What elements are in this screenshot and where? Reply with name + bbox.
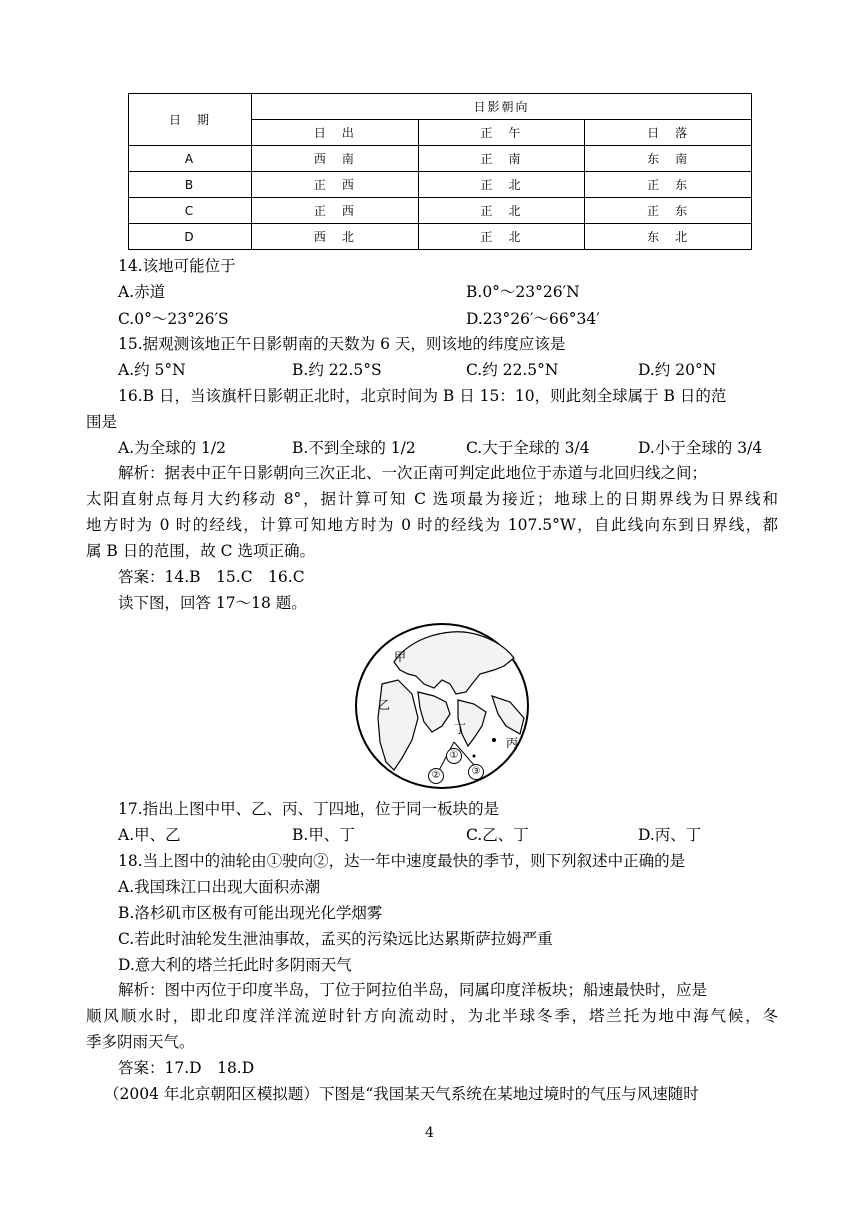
question-17-option-d: D.丙、丁 — [638, 826, 702, 844]
question-14-option-d: D.23°26′～66°34′ — [466, 310, 600, 328]
table-cell-date: A — [129, 146, 252, 172]
question-14-stem: 14.该地可能位于 — [118, 257, 236, 275]
table-subheader-noon: 正 午 — [418, 120, 585, 146]
question-14-option-b: B.0°～23°26′N — [466, 283, 580, 301]
question-15-stem: 15.据观测该地正午日影朝南的天数为 6 天，则该地的纬度应该是 — [118, 335, 566, 353]
question-18-option-c: C.若此时油轮发生泄油事故，孟买的污染远比达累斯萨拉姆严重 — [118, 930, 553, 948]
question-18-option-b: B.洛杉矶市区极有可能出现光化学烟雾 — [118, 904, 383, 922]
map-label-bing: 丙 — [506, 736, 519, 750]
table-cell-date: B — [129, 172, 252, 198]
table-cell-sunset: 东 南 — [585, 146, 752, 172]
analysis-1-line3: 地方时为 0 时的经线，计算可知地方时为 0 时的经线为 107.5°W，自此线向东到日界线，都 — [86, 516, 778, 534]
route-mark-1: ① — [446, 748, 462, 764]
question-17-option-a: A.甲、乙 — [118, 826, 181, 844]
globe-map-figure — [354, 622, 532, 790]
analysis-2-line3: 季多阴雨天气。 — [86, 1033, 195, 1051]
map-label-ding: 丁 — [454, 722, 467, 736]
route-mark-2: ② — [428, 768, 444, 784]
table-cell-date: D — [129, 224, 252, 250]
analysis-1-line2: 太阳直射点每月大约移动 8°，据计算可知 C 选项最为接近；地球上的日期界线为日界线和 — [86, 490, 778, 508]
question-17-option-c: C.乙、丁 — [466, 826, 529, 844]
analysis-1-line4: 属 B 日的范围，故 C 选项正确。 — [86, 542, 315, 560]
page-number: 4 — [425, 1125, 434, 1141]
map-label-yi: 乙 — [378, 698, 391, 712]
question-16-stem-line1: 16.B 日，当该旗杆日影朝正北时，北京时间为 B 日 15：10，则此刻全球属于 B 日的范 — [118, 387, 727, 405]
question-18-option-a: A.我国珠江口出现大面积赤潮 — [118, 878, 321, 896]
table-row — [129, 146, 752, 172]
question-14-option-c: C.0°～23°26′S — [118, 310, 229, 328]
question-15-option-c: C.约 22.5°N — [466, 361, 559, 379]
question-14-option-a: A.赤道 — [118, 283, 166, 301]
table-cell-sunset: 正 东 — [585, 198, 752, 224]
answer-14-16: 答案：14.B 15.C 16.C — [118, 568, 305, 586]
analysis-1-line1: 解析：据表中正午日影朝向三次正北、一次正南可判定此地位于赤道与北回归线之间； — [118, 464, 708, 482]
table-row — [129, 198, 752, 224]
analysis-2-line2: 顺风顺水时，即北印度洋洋流逆时针方向流动时，为北半球冬季，塔兰托为地中海气候，冬 — [86, 1007, 778, 1025]
table-cell-sunrise: 西 南 — [252, 146, 419, 172]
table-header-shadow-direction: 日影朝向 — [252, 94, 752, 120]
table-cell-date: C — [129, 198, 252, 224]
shadow-direction-table — [128, 93, 752, 250]
table-row — [129, 172, 752, 198]
question-16-option-b: B.不到全球的 1/2 — [292, 439, 416, 457]
table-header-date: 日 期 — [129, 94, 252, 146]
question-16-option-d: D.小于全球的 3/4 — [638, 439, 763, 457]
table-cell-sunset: 正 东 — [585, 172, 752, 198]
table-subheader-sunrise: 日 出 — [252, 120, 419, 146]
question-15-option-d: D.约 20°N — [638, 361, 717, 379]
question-17-option-b: B.甲、丁 — [292, 826, 355, 844]
table-cell-noon: 正 北 — [418, 198, 585, 224]
answer-17-18: 答案：17.D 18.D — [118, 1059, 255, 1077]
question-16-option-a: A.为全球的 1/2 — [118, 439, 226, 457]
table-cell-sunset: 东 北 — [585, 224, 752, 250]
read-figure-prompt: 读下图，回答 17～18 题。 — [118, 594, 307, 612]
question-17-stem: 17.指出上图中甲、乙、丙、丁四地，位于同一板块的是 — [118, 800, 500, 818]
next-question-intro: （2004 年北京朝阳区模拟题）下图是“我国某天气系统在某地过境时的气压与风速随时 — [104, 1085, 699, 1103]
question-15-option-a: A.约 5°N — [118, 361, 186, 379]
question-16-stem-line2: 围是 — [86, 413, 118, 431]
question-18-option-d: D.意大利的塔兰托此时多阴雨天气 — [118, 956, 352, 974]
question-15-option-b: B.约 22.5°S — [292, 361, 382, 379]
table-cell-noon: 正 北 — [418, 172, 585, 198]
analysis-2-line1: 解析：图中丙位于印度半岛，丁位于阿拉伯半岛，同属印度洋板块；船速最快时，应是 — [118, 981, 708, 999]
question-16-option-c: C.大于全球的 3/4 — [466, 439, 590, 457]
map-label-jia: 甲 — [394, 650, 407, 664]
table-cell-noon: 正 南 — [418, 146, 585, 172]
table-subheader-sunset: 日 落 — [585, 120, 752, 146]
table-row — [129, 224, 752, 250]
route-mark-3: ③ — [468, 764, 484, 780]
table-cell-noon: 正 北 — [418, 224, 585, 250]
question-18-stem: 18.当上图中的油轮由①驶向②，达一年中速度最快的季节，则下列叙述中正确的是 — [118, 852, 686, 870]
table-cell-sunrise: 正 西 — [252, 198, 419, 224]
table-cell-sunrise: 西 北 — [252, 224, 419, 250]
table-cell-sunrise: 正 西 — [252, 172, 419, 198]
